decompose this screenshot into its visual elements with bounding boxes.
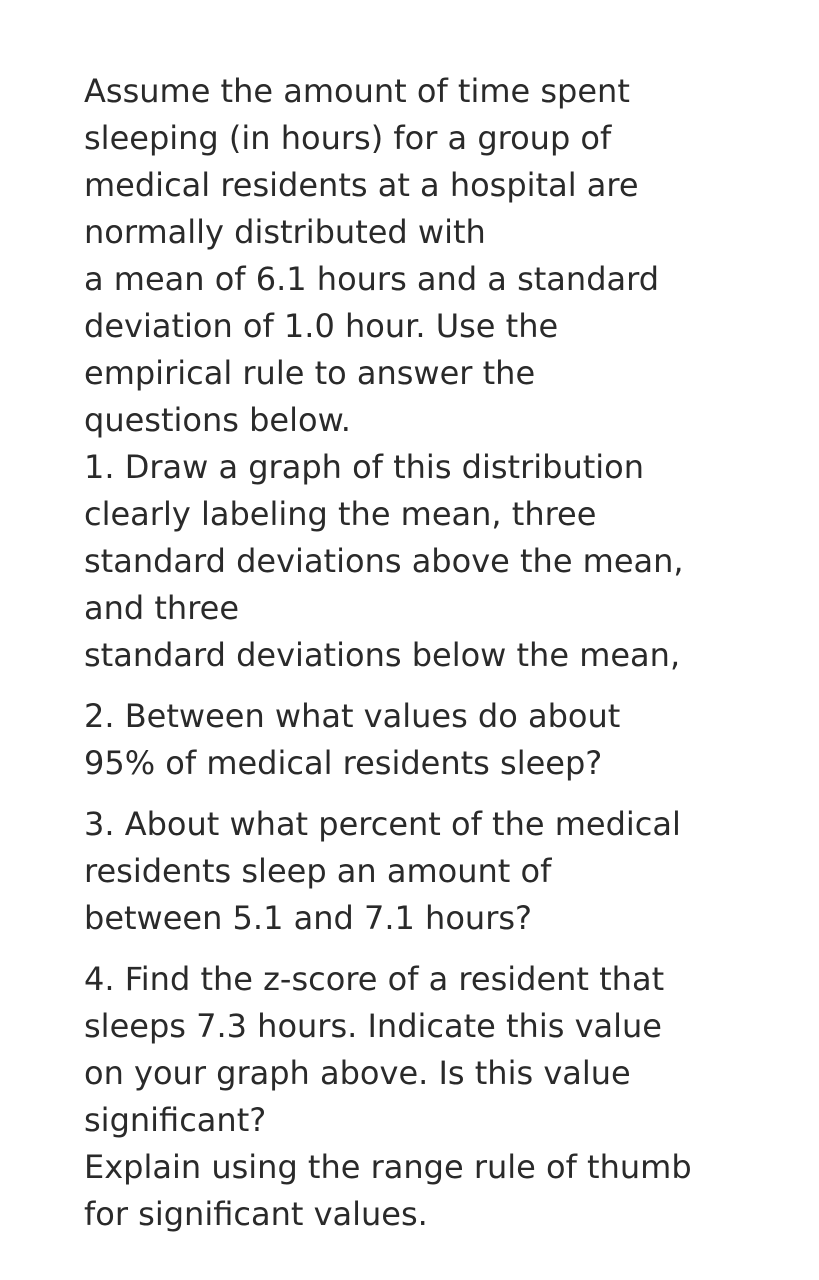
text-line: a mean of 6.1 hours and a standard <box>84 260 660 298</box>
text-line: sleeps 7.3 hours. Indicate this value <box>84 1007 662 1045</box>
text-line: for significant values. <box>84 1195 428 1233</box>
text-line: medical residents at a hospital are <box>84 166 639 204</box>
text-line: normally distributed with <box>84 213 486 251</box>
intro-paragraph <box>84 68 784 444</box>
question-3 <box>84 801 784 942</box>
text-line: 3. About what percent of the medical <box>84 805 681 843</box>
text-line: questions below. <box>84 401 351 439</box>
text-line: standard deviations above the mean, <box>84 542 684 580</box>
paragraph-gap <box>84 942 784 956</box>
text-line: standard deviations below the mean, <box>84 636 681 674</box>
text-line: clearly labeling the mean, three <box>84 495 597 533</box>
text-line: Assume the amount of time spent <box>84 72 630 110</box>
question-2 <box>84 693 784 787</box>
text-line: between 5.1 and 7.1 hours? <box>84 899 532 937</box>
text-line: and three <box>84 589 240 627</box>
question-4 <box>84 956 784 1238</box>
text-line: Explain using the range rule of thumb <box>84 1148 692 1186</box>
text-line: sleeping (in hours) for a group of <box>84 119 612 157</box>
text-line: 4. Find the z-score of a resident that <box>84 960 665 998</box>
text-line: empirical rule to answer the <box>84 354 536 392</box>
text-line: 1. Draw a graph of this distribution <box>84 448 645 486</box>
text-line: 95% of medical residents sleep? <box>84 744 603 782</box>
paragraph-gap <box>84 679 784 693</box>
text-line: residents sleep an amount of <box>84 852 552 890</box>
text-line: significant? <box>84 1101 267 1139</box>
text-line: deviation of 1.0 hour. Use the <box>84 307 559 345</box>
question-1 <box>84 444 784 679</box>
text-line: 2. Between what values do about <box>84 697 621 735</box>
text-line: on your graph above. Is this value <box>84 1054 631 1092</box>
problem-text <box>84 68 784 1238</box>
paragraph-gap <box>84 787 784 801</box>
